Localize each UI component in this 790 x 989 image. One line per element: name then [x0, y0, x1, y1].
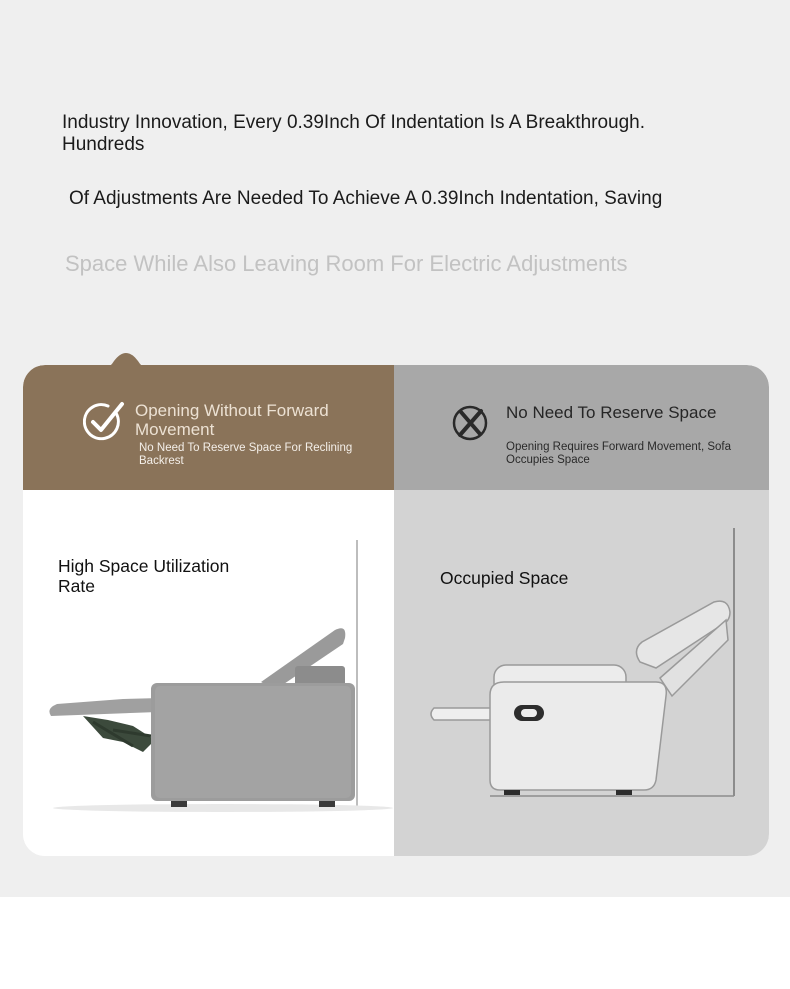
left-header-subtitle: No Need To Reserve Space For Reclining Backrest — [139, 442, 353, 467]
right-header-title: No Need To Reserve Space — [506, 403, 717, 422]
right-header-subtitle: Opening Requires Forward Movement, Sofa Occupies Space — [506, 441, 731, 466]
recliner-compact-illustration — [23, 490, 394, 856]
recliner-occupied-illustration — [394, 490, 769, 856]
check-circle-icon — [83, 401, 125, 441]
right-header — [394, 365, 769, 490]
left-header — [23, 365, 394, 490]
left-caption: High Space Utilization Rate — [58, 556, 230, 596]
left-header-title: Opening Without Forward Movement — [135, 401, 329, 439]
headline-line-1: Industry Innovation, Every 0.39Inch Of Indentation Is A Breakthrough. Hundreds — [62, 112, 646, 155]
headline-line-2: Of Adjustments Are Needed To Achieve A 0.39Inch Indentation, Saving — [69, 188, 663, 209]
x-circle-icon — [451, 403, 491, 443]
right-illustration-area — [394, 490, 769, 856]
left-illustration-area — [23, 490, 394, 856]
right-caption: Occupied Space — [440, 568, 569, 588]
headline-line-3: Space While Also Leaving Room For Electric Adjustments — [65, 251, 628, 276]
comparison-panel — [23, 365, 769, 856]
